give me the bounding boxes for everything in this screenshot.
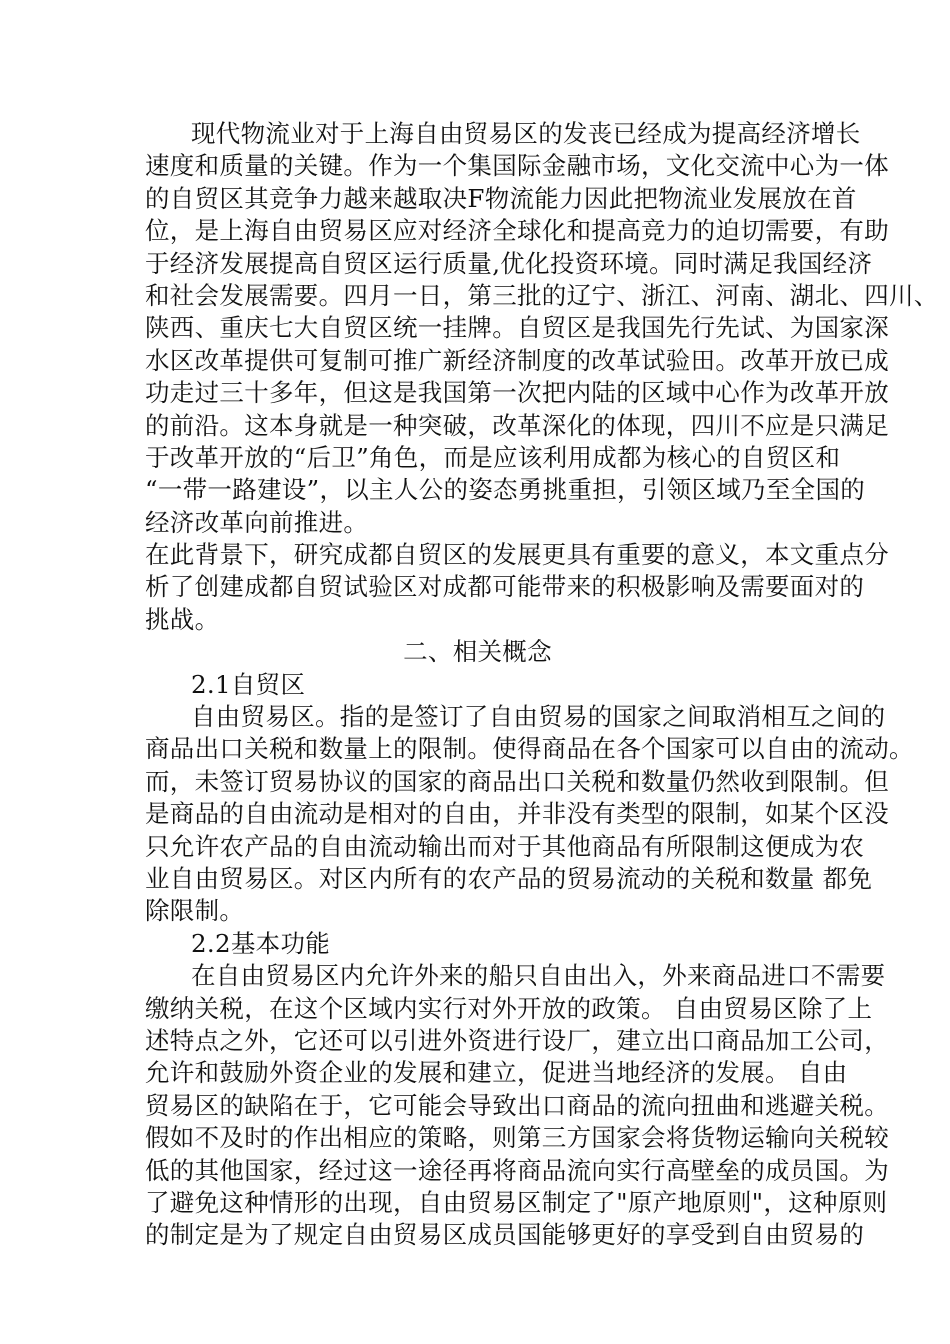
- text-line: 商品出口关税和数量上的限制。使得商品在各个国家可以自由的流动。: [145, 734, 914, 764]
- text-line: 述特点之外，它还可以引进外资进行设厂，建立出口商品加工公司，: [145, 1025, 889, 1055]
- text-line: 假如不及时的作出相应的策略，则第三方国家会将货物运输向关税较: [145, 1123, 889, 1153]
- text-line: 在自由贸易区内允许外来的船只自由出入，外来商品进口不需要: [191, 961, 886, 991]
- text-line: 只允许农产品的自由流动输出而对于其他商品有所限制这便成为农: [145, 831, 865, 861]
- text-line: “一带一路建设”，以主人公的姿态勇挑重担，引领区域乃至全国的: [145, 475, 866, 505]
- text-line: 是商品的自由流动是相对的自由，并非没有类型的限制，如某个区没: [145, 799, 889, 829]
- background-paragraph: [145, 539, 889, 636]
- text-line: 的制定是为了规定自由贸易区成员国能够更好的享受到自由贸易的: [145, 1220, 865, 1250]
- text-line: 于经济发展提高自贸区运行质量,优化投资环境。同时满足我国经济: [145, 248, 873, 278]
- text-line: 位，是上海自由贸易区应对经济全球化和提高竞力的迫切需要，有助: [145, 216, 889, 246]
- subsection-2-paragraph: [145, 960, 889, 1252]
- text-line: 水区改革提供可复制可推广新经济制度的改革试验田。改革开放已成: [145, 345, 889, 375]
- text-line: 除限制。: [145, 896, 245, 926]
- text-line: 经济改革向前推进。: [145, 507, 369, 537]
- text-line: 陕西、重庆七大自贸区统一挂牌。自贸区是我国先行先试、为国家深: [145, 313, 889, 343]
- text-line: 贸易区的缺陷在于，它可能会导致出口商品的流向扭曲和逃避关税。: [145, 1090, 889, 1120]
- document-page: [145, 118, 939, 1252]
- subsection-heading: 2.1自贸区: [191, 669, 306, 699]
- text-line: 缴纳关税，在这个区域内实行对外开放的政策。 自由贸易区除了上: [145, 993, 873, 1023]
- text-line: 速度和质量的关键。作为一个集国际金融市场，文化交流中心为一体: [145, 151, 889, 181]
- text-line: 低的其他国家，经过这一途径再将商品流向实行高壁垒的成员国。为: [145, 1155, 889, 1185]
- text-line: 和社会发展需要。四月一日，第三批的辽宁、浙江、河南、湖北、四川、: [145, 280, 939, 310]
- text-line: 的前沿。这本身就是一种突破，改革深化的体现，四川不应是只满足: [145, 410, 889, 440]
- text-line: 挑战。: [145, 604, 220, 634]
- subsection-1-paragraph: [145, 701, 914, 928]
- intro-paragraph: [145, 118, 939, 539]
- text-line: 的自贸区其竞争力越来越取决F物流能力因此把物流业发展放在首: [145, 183, 857, 213]
- section-heading: 二、相关概念: [403, 637, 552, 667]
- text-line: 而，未签订贸易协议的国家的商品出口关税和数量仍然收到限制。但: [145, 766, 889, 796]
- text-line: 允许和鼓励外资企业的发展和建立，促进当地经济的发展。 自由: [145, 1058, 848, 1088]
- text-line: 现代物流业对于上海自由贸易区的发丧已经成为提高经济增长: [191, 119, 861, 148]
- text-line: 功走过三十多年，但这是我国第一次把内陆的区域中心作为改革开放: [145, 378, 889, 408]
- subsection-heading: 2.2基本功能: [191, 928, 331, 958]
- text-line: 业自由贸易区。对区内所有的农产品的贸易流动的关税和数量 都免: [145, 863, 873, 893]
- text-line: 了避免这种情形的出现，自由贸易区制定了"原产地原则"，这种原则: [145, 1187, 888, 1217]
- text-line: 于改革开放的“后卫”角色，而是应该利用成都为核心的自贸区和: [145, 442, 841, 472]
- text-line: 自由贸易区。指的是签订了自由贸易的国家之间取消相互之间的: [191, 702, 886, 732]
- text-line: 在此背景下，研究成都自贸区的发展更具有重要的意义，本文重点分: [145, 540, 889, 570]
- text-line: 析了创建成都自贸试验区对成都可能带来的积极影响及需要面对的: [145, 572, 865, 602]
